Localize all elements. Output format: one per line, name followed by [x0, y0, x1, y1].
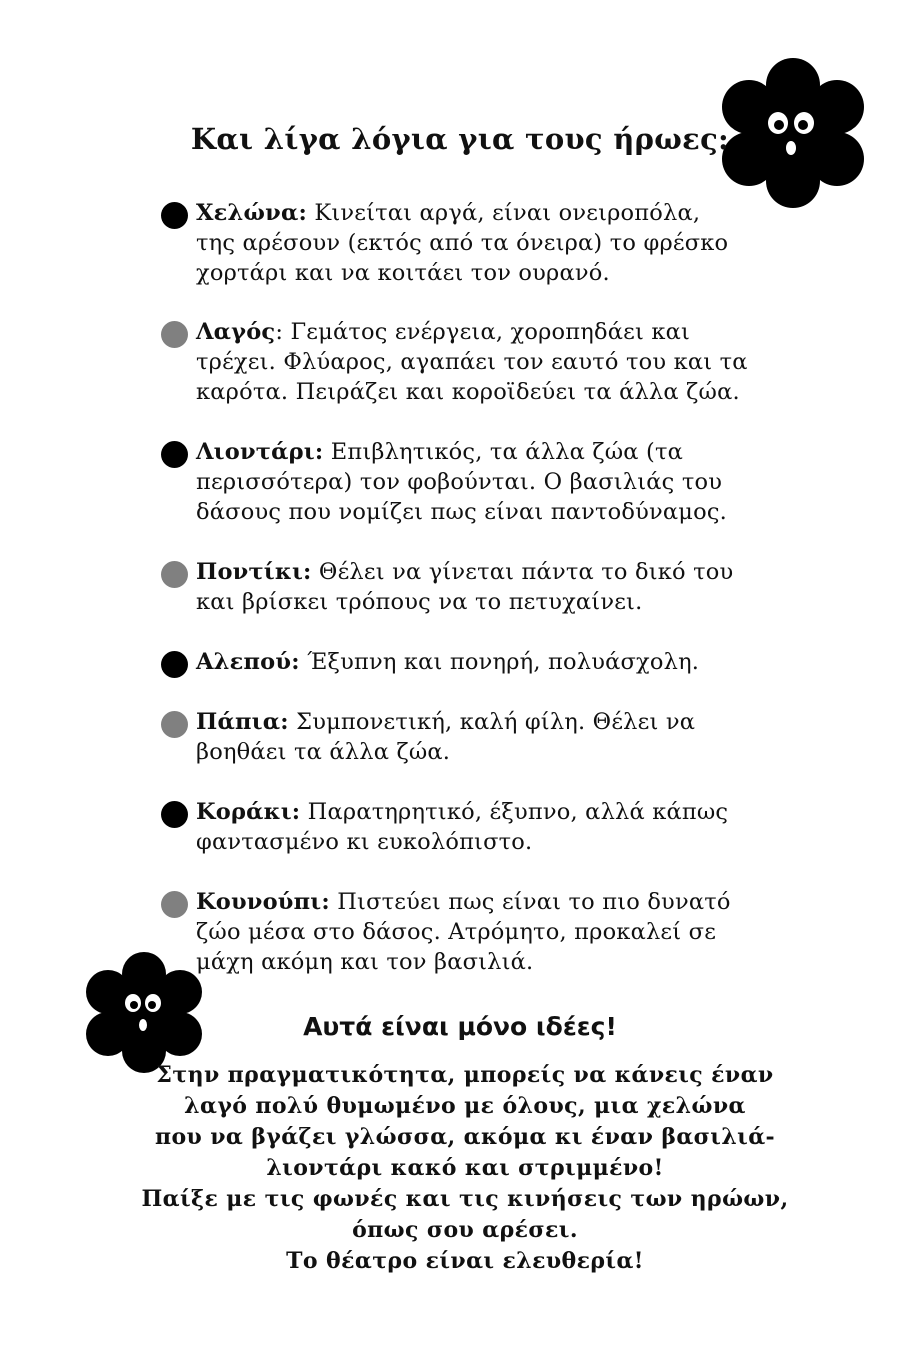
hero-description-line: Κινείται αργά, είναι ονειροπόλα,: [314, 200, 701, 226]
ideas-line: λιοντάρι κακό και στριμμένο!: [266, 1155, 664, 1181]
hero-name: Ποντίκι:: [196, 559, 312, 585]
hero-name: Λαγός: [196, 319, 276, 345]
hero-entry-crow: [196, 797, 786, 857]
hero-description-line: καρότα. Πειράζει και κοροϊδεύει τα άλλα ζώα.: [196, 379, 740, 405]
ideas-paragraph: [110, 1060, 820, 1277]
hero-description-line: Επιβλητικός, τα άλλα ζώα (τα: [330, 439, 684, 465]
hero-description-line: : Γεμάτος ενέργεια, χοροπηδάει και: [275, 319, 691, 345]
bullet-dot-icon: [161, 202, 188, 229]
ideas-line: που να βγάζει γλώσσα, ακόμα κι έναν βασιλιά-: [154, 1124, 776, 1150]
hero-description-line: Έξυπνη και πονηρή, πολυάσχολη.: [307, 649, 700, 675]
hero-description-line: Παρατηρητικό, έξυπνο, αλλά κάπως: [307, 799, 729, 825]
hero-entry-fox: [196, 647, 786, 677]
hero-entry-turtle: [196, 198, 786, 288]
hero-entry-mosquito: [196, 887, 786, 977]
bullet-dot-icon: [161, 561, 188, 588]
hero-name: Κουνούπι:: [196, 889, 330, 915]
bullet-dot-icon: [161, 321, 188, 348]
hero-description-line: τρέχει. Φλύαρος, αγαπάει τον εαυτό του και τα: [196, 349, 748, 375]
hero-name: Πάπια:: [196, 709, 289, 735]
hero-description-line: της αρέσουν (εκτός από τα όνειρα) το φρέσκο: [196, 230, 729, 256]
hero-name: Λιοντάρι:: [196, 439, 324, 465]
hero-entry-hare: [196, 317, 786, 407]
hero-description-line: Συμπονετική, καλή φίλη. Θέλει να: [296, 709, 696, 735]
hero-description-line: βοηθάει τα άλλα ζώα.: [196, 739, 451, 765]
hero-entry-lion: [196, 437, 786, 527]
ideas-line: όπως σου αρέσει.: [352, 1217, 578, 1243]
bullet-dot-icon: [161, 441, 188, 468]
hero-description-line: Θέλει να γίνεται πάντα το δικό του: [318, 559, 734, 585]
hero-description-line: και βρίσκει τρόπους να το πετυχαίνει.: [196, 589, 643, 615]
hero-name: Χελώνα:: [196, 200, 307, 226]
ideas-line: Το θέατρο είναι ελευθερία!: [286, 1248, 644, 1274]
bullet-dot-icon: [161, 711, 188, 738]
bullet-dot-icon: [161, 891, 188, 918]
ideas-heading: Αυτά είναι μόνο ιδέες!: [303, 1012, 617, 1041]
hero-description-line: μάχη ακόμη και τον βασιλιά.: [196, 949, 534, 975]
bullet-dot-icon: [161, 801, 188, 828]
hero-entry-duck: [196, 707, 786, 767]
hero-name: Κοράκι:: [196, 799, 301, 825]
ideas-line: λαγό πολύ θυμωμένο με όλους, μια χελώνα: [184, 1093, 746, 1119]
hero-description-line: περισσότερα) τον φοβούνται. Ο βασιλιάς του: [196, 469, 723, 495]
ideas-line: Παίξε με τις φωνές και τις κινήσεις των ηρώων,: [141, 1186, 789, 1212]
bullet-dot-icon: [161, 651, 188, 678]
hero-name: Αλεπού:: [196, 649, 300, 675]
hero-description-line: Πιστεύει πως είναι το πιο δυνατό: [337, 889, 731, 915]
hero-description-line: δάσους που νομίζει πως είναι παντοδύναμος.: [196, 499, 728, 525]
hero-description-line: ζώο μέσα στο δάσος. Ατρόμητο, προκαλεί σε: [196, 919, 717, 945]
hero-description-line: φαντασμένο κι ευκολόπιστο.: [196, 829, 533, 855]
hero-description-line: χορτάρι και να κοιτάει τον ουρανό.: [196, 260, 610, 286]
hero-entry-mouse: [196, 557, 786, 617]
page-title: Και λίγα λόγια για τους ήρωες:: [190, 122, 730, 156]
ideas-line: Στην πραγματικότητα, μπορείς να κάνεις έναν: [156, 1062, 774, 1088]
